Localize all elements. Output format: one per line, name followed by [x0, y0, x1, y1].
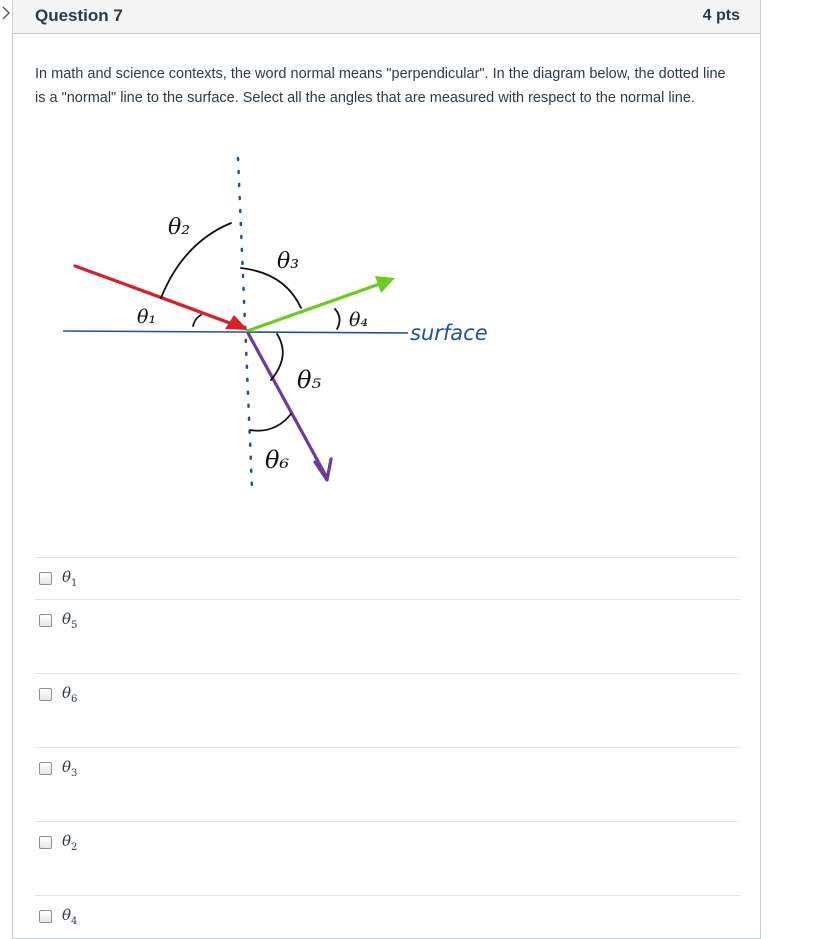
reflected-arrowhead [375, 276, 395, 293]
question-card [12, 0, 761, 939]
answer-checkbox[interactable] [39, 614, 52, 627]
arc-theta-4 [335, 309, 340, 329]
surface-label: surface [410, 321, 488, 345]
answer-checkbox[interactable] [39, 836, 52, 849]
question-title: Question 7 [35, 5, 123, 25]
question-text: In math and science contexts, the word normal means "perpendicular". In the diagram below, the dotted line is a "normal" line to the surface. Select all the angles that are measured with respect to the normal line. [35, 66, 726, 106]
collapse-toggle[interactable] [0, 0, 12, 26]
answer-label: $\theta_2$ [62, 832, 78, 853]
label-theta-2: θ₂ [168, 215, 191, 240]
answer-list [35, 557, 740, 937]
answer-option[interactable] [35, 747, 740, 821]
arc-theta-1 [193, 315, 201, 326]
answer-option[interactable] [35, 557, 740, 599]
answer-checkbox[interactable] [39, 572, 52, 585]
chevron-right-icon [2, 6, 10, 20]
answer-label: $\theta_1$ [62, 568, 78, 589]
answer-option[interactable] [35, 821, 740, 895]
arc-theta-5 [271, 334, 283, 380]
answer-option[interactable] [35, 599, 740, 673]
answer-label: $\theta_3$ [62, 758, 78, 779]
answer-label: $\theta_5$ [62, 610, 78, 631]
answer-checkbox[interactable] [39, 762, 52, 775]
answer-option[interactable] [35, 673, 740, 747]
label-theta-6: θ₆ [265, 446, 290, 474]
label-theta-1: θ₁ [137, 306, 157, 328]
answer-label: $\theta_4$ [62, 906, 78, 927]
answer-label: $\theta_6$ [62, 684, 78, 705]
incident-ray [75, 266, 243, 328]
label-theta-3: θ₃ [277, 249, 300, 274]
answer-checkbox[interactable] [39, 688, 52, 701]
question-points: 4 pts [702, 6, 740, 24]
arc-theta-6 [250, 414, 291, 431]
answer-option[interactable] [35, 895, 740, 937]
normal-line-diagram [53, 148, 523, 493]
surface-line [63, 331, 408, 333]
label-theta-4: θ₄ [349, 309, 369, 331]
answer-checkbox[interactable] [39, 910, 52, 923]
arc-theta-3 [241, 268, 301, 308]
question-header [13, 0, 760, 34]
label-theta-5: θ₅ [297, 366, 322, 394]
